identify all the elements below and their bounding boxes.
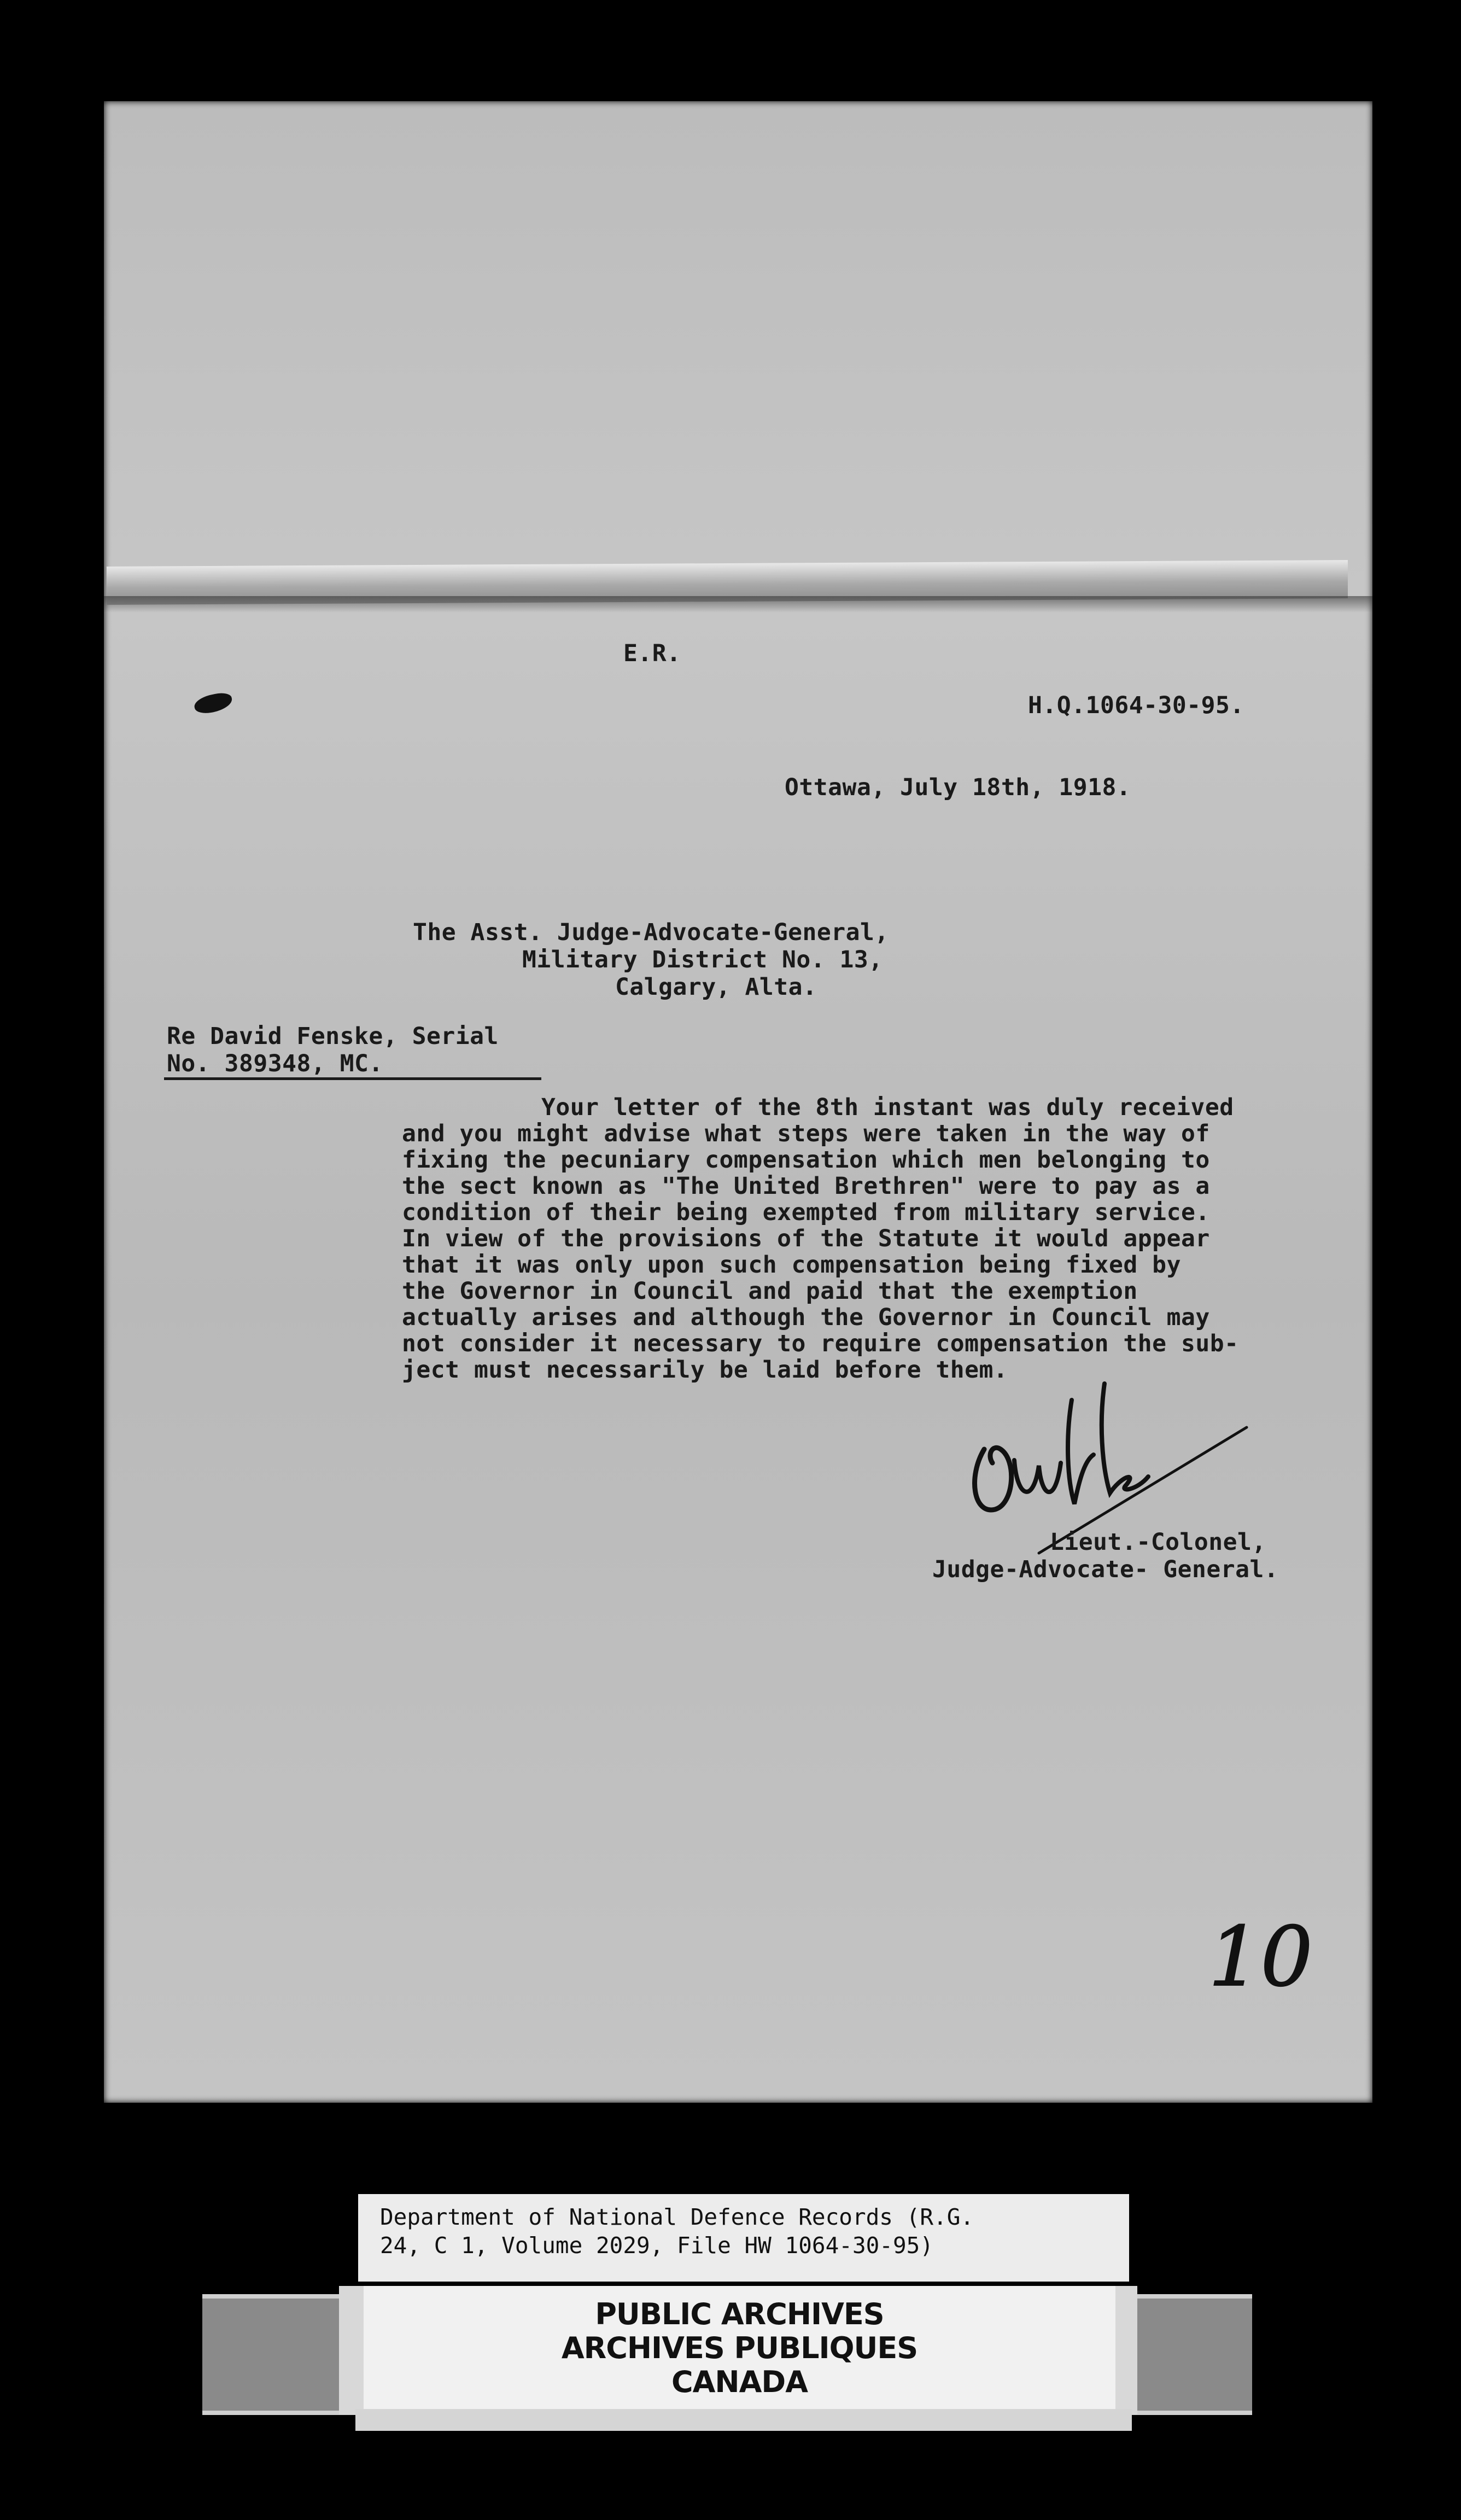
stamp-line: PUBLIC ARCHIVES xyxy=(595,2297,884,2331)
body-line: In view of the provisions of the Statute it would appear xyxy=(402,1225,1210,1252)
body-line: ject must necessarily be laid before them. xyxy=(402,1356,1008,1384)
addressee-line: The Asst. Judge-Advocate-General, xyxy=(413,919,889,946)
band-tab-right xyxy=(1115,2286,1137,2414)
records-label xyxy=(358,2194,1129,2282)
body-line: that it was only upon such compensation being fixed by xyxy=(402,1251,1181,1279)
subject-underline xyxy=(164,1077,541,1080)
addressee-line: Calgary, Alta. xyxy=(615,973,817,1001)
body-line: not consider it necessary to require compensation the sub- xyxy=(402,1330,1239,1357)
body-line: fixing the pecuniary compensation which men belonging to xyxy=(402,1146,1210,1174)
handwritten-signature xyxy=(962,1367,1269,1531)
body-line: and you might advise what steps were taken in the way of xyxy=(402,1120,1210,1147)
records-line: Department of National Defence Records (R.G. xyxy=(380,2204,974,2230)
archives-stamp xyxy=(364,2286,1115,2414)
body-line: the Governor in Council and paid that the exemption xyxy=(402,1278,1138,1305)
stamp-line: CANADA xyxy=(671,2365,808,2399)
addressee-line: Military District No. 13, xyxy=(522,946,883,973)
label-bottom-strip xyxy=(355,2409,1132,2431)
body-line: Your letter of the 8th instant was duly received xyxy=(541,1094,1234,1121)
signatory-title: Judge-Advocate- General. xyxy=(932,1556,1279,1583)
file-reference: H.Q.1064-30-95. xyxy=(1028,692,1244,719)
body-line: the sect known as "The United Brethren" were to pay as a xyxy=(402,1172,1210,1200)
handwritten-page-number xyxy=(1203,1898,1313,2007)
stamp-line: ARCHIVES PUBLIQUES xyxy=(561,2331,918,2365)
body-line: condition of their being exempted from military service. xyxy=(402,1199,1210,1226)
signatory-rank: Lieut.-Colonel, xyxy=(1050,1529,1266,1556)
fold-shadow xyxy=(104,596,1372,612)
place-and-date: Ottawa, July 18th, 1918. xyxy=(785,774,1131,801)
body-line: actually arises and although the Governor in Council may xyxy=(402,1304,1210,1331)
band-tab-left xyxy=(339,2286,364,2414)
subject-line: No. 389348, MC. xyxy=(167,1050,383,1077)
typist-initials: E.R. xyxy=(623,640,681,667)
records-line: 24, C 1, Volume 2029, File HW 1064-30-95) xyxy=(380,2232,934,2259)
subject-line: Re David Fenske, Serial xyxy=(167,1023,499,1050)
page-number-text: 10 xyxy=(1208,1910,1313,2005)
